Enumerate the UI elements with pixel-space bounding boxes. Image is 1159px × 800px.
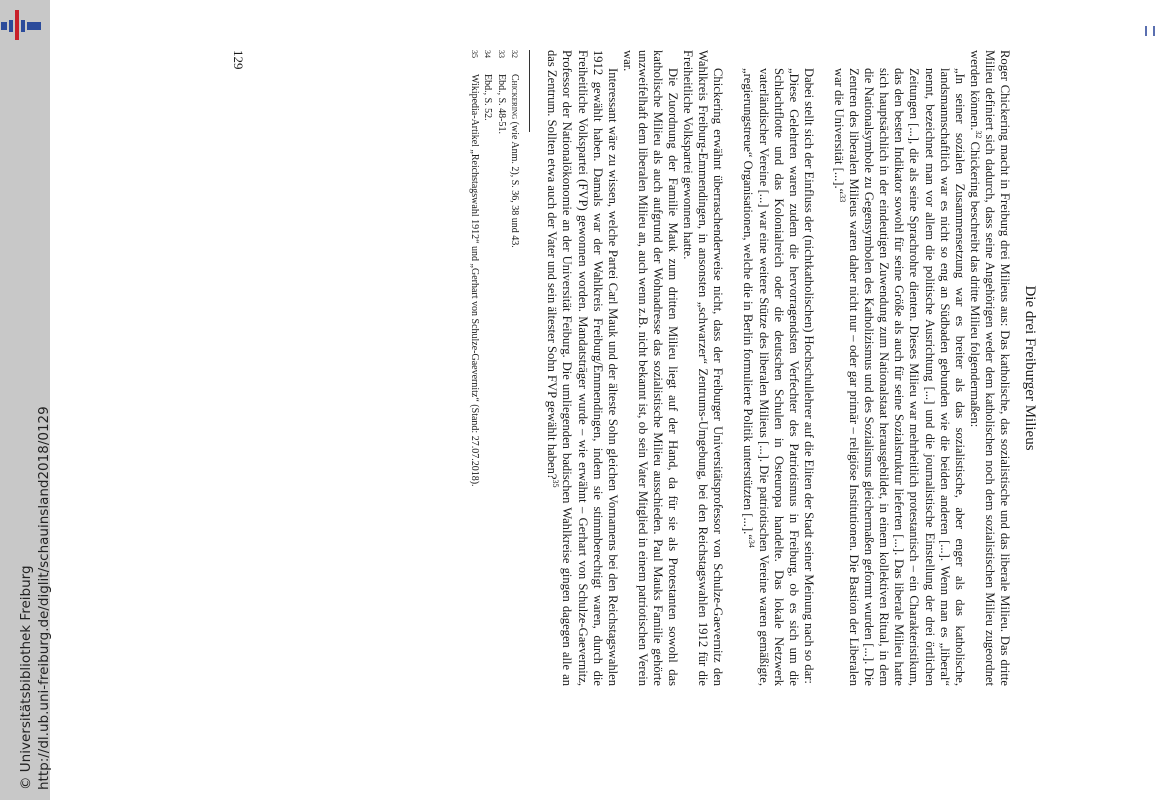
footnote: 32 Chickering (wie Anm. 2), S. 36, 38 und 43. — [509, 50, 521, 248]
footnote: 33 Ebd., S. 48-51. — [495, 50, 507, 134]
block-quote: „Diese Gelehrten waren zudem die hervorragendsten Verfechter des Patriotismus in Freiburg, ob es sich um die Schlachtflotte und das Kolonialreich oder die deutschen Schulen in Osteuropa handelte. Das lokale Netzwerk vaterländischer Vereine [...] war eine weitere Stütze des liberalen Milieus [...]. Die patriotischen Vereine waren gemäßigte, „regierungstreue“ Organisationen, welche die in Berlin formulierte Politik unterstützten [...].“$^{34}$ — [741, 68, 801, 686]
scanned-page — [220, 50, 1040, 686]
paragraph: Die Zuordnung der Familie Mauk zum dritten Milieu liegt auf der Hand, da für sie als Protestanten sowohl das katholische Milieu als auch aufgrund der Wohnadresse das sozialistische Milieu ausschieden. Paul Mauks Familie gehörte unzweifelhaft dem liberalen Milieu an, auch wenn z.B. nicht bekannt ist, ob sein Vater Mitglied in einem patriotischen Verein war. — [620, 50, 681, 686]
footnote-ref: 32 — [974, 130, 983, 139]
edge-mark-icon — [1145, 26, 1155, 36]
footnote: 34 Ebd., S. 52. — [482, 50, 494, 121]
page-number: 129 — [231, 50, 246, 70]
block-quote: „In seiner sozialen Zusammensetzung war es breiter als das sozialistische, aber enger als das katholische, landsmannschaftlich war es nicht so eng an Südbaden gebunden wie die beiden anderen [...]. Wenn man es „liberal“ nennt, bezeichnet man vor allem die politische Ausrichtung [...] und die journalistische Einstellung der drei örtlichen Zeitungen [...], die als seine Sprachrohre dienten. Dieses Milieu war mehrheitlich protestantisch – ein Charakteristikum, das den besten Indikator sowohl für seine Größe als auch für seine Sozialstruktur lieferten [...]. Das liberale Milieu hatte sich hauptsächlich in der eindeutigen Zuwendung zum Nationalstaat herausgebildet, in einem kollektiven Ritual, in dem die Nationalsymbole zu Gegensymbolen des Katholizismus und des Sozialismus gleichermaßen geformt wurden [...]. Die Zentren des liberalen Milieus waren daher nicht nur – oder gar primär – religiöse Institutionen. Die Bastion der Liberalen war die Universität [...].“$^{33}$ — [831, 68, 967, 686]
source-url[interactable]: http://dl.ub.uni-freiburg.de/diglit/schauinsland2018/0129 — [36, 406, 52, 790]
sidebar-strip — [0, 0, 50, 800]
copyright-notice: © Universitätsbibliothek Freiburg — [18, 565, 34, 790]
paragraph: Interessant wäre zu wissen, welche Partei Carl Mauk und der älteste Sohn gleichen Vornamens bei den Reichstagswahlen 1912 gewählt haben. Damals war der Wahlkreis Freiburg/Emmendingen, indem sie stimmberechtigt waren, durch die Freiheitliche Volkspartei (FVP) gewonnen worden. Mandatsträger wurde – wie erwähnt – Gerhart von Schulze-Gaevernitz, Professor der Nationalökonomie an der Universität Feiburg. Die umliegenden badischen Wahlkreise gingen dagegen alle an das Zentrum. Sollten etwa auch der Vater und sein ältester Sohn FVP gewählt haben?$^{35}$ — [545, 50, 620, 686]
paragraph: Roger Chickering macht in Freiburg drei Milieus aus: Das katholische, das sozialistische und das liberale Milieu. Das dritte Milieu definiert sich dadurch, dass seine Angehörigen weder dem katholischen noch dem sozialistischen Milieu zugeordnet werden können.$^{32}$ Chickering beschreibt das dritte Milieu folgendermaßen: — [967, 50, 1012, 686]
paragraph: Dabei stellt sich der Einfluss der (nichtkatholischen) Hochschullehrer auf die Eliten der Stadt seiner Meinung nach so dar: — [801, 68, 816, 684]
university-logo-icon — [0, 8, 44, 44]
footnote-ref: 34 — [747, 539, 757, 548]
footnote: 35 Wikipedia-Artikel „Reichstagswahl 1912“ und „Gerhart von Schulze-Gaevernitz“ (Stand: 27.07.2018). — [468, 50, 480, 487]
footnote-rule — [529, 50, 530, 132]
paragraph: Chickering erwähnt überraschenderweise nicht, dass der Freiburger Universitätsprofessor von Schulze-Gaevernitz den Wahlkreis Freiburg-Emmendingen, in ansonsten „schwarzer“ Zentrums-Umgebung, bei den Reichstagswahlen 1912 für die Freiheitliche Volkspartei gewonnen hatte. — [681, 50, 726, 686]
running-head: Die drei Freiburger Milieus — [1022, 285, 1038, 451]
footnote-ref: 33 — [838, 194, 848, 203]
footnote-ref: 35 — [551, 479, 561, 488]
